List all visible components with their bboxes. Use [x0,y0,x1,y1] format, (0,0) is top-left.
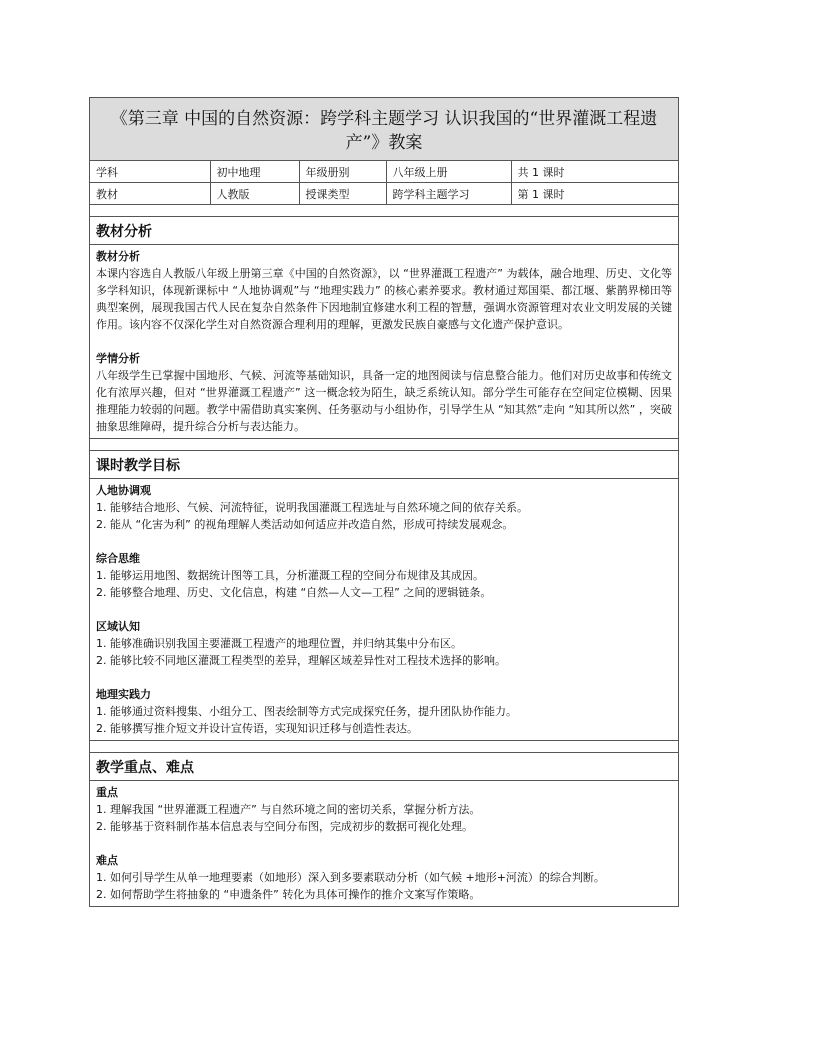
info-table [90,161,678,205]
subsection-title: 区域认知 [96,620,140,633]
paragraph: 本课内容选自人教版八年级上册第三章《中国的自然资源》，以 “世界灌溉工程遗产” 为载体，融合地理、历史、文化等多学科知识，体现新课标中 “人地协调观”与 “地理实践力” 的核心素养要求。教材通过郑国渠、都江堰、紫鹊界梯田等典型案例，展现我国古代人民在复杂自然条件下因地制宜修建水利工程的智慧，强调水资源管理对农业文明发展的关键作用。该内容不仅深化学生对自然资源合理利用的理解，更激发民族自豪感与文化遗产保护意识。 [96,267,672,331]
list-item: 1. 能够结合地形、气候、河流特征，说明我国灌溉工程选址与自然环境之间的依存关系。 [96,501,528,514]
section-body [90,479,678,740]
spacer-row [90,741,678,753]
subsection-title: 教材分析 [96,250,140,263]
subsection-title: 综合思维 [96,552,140,565]
lesson-plan-sheet [89,97,679,907]
section-heading: 教材分析 [90,217,678,245]
subsection-title: 重点 [96,786,118,799]
list-item: 1. 能够运用地图、数据统计图等工具，分析灌溉工程的空间分布规律及其成因。 [96,569,484,582]
info-cell: 八年级上册 [386,161,511,183]
info-row-subject [90,161,678,183]
section-objectives [90,451,678,741]
subsection-title: 难点 [96,854,118,867]
subsection-title: 地理实践力 [96,688,151,701]
info-cell: 人教版 [210,183,299,205]
list-item: 2. 能够撰写推介短文并设计宣传语，实现知识迁移与创造性表达。 [96,722,418,735]
list-item: 2. 能够基于资料制作基本信息表与空间分布图，完成初步的数据可视化处理。 [96,820,473,833]
info-row-textbook [90,183,678,205]
spacer-row [90,439,678,451]
section-body [90,781,678,906]
info-cell: 初中地理 [210,161,299,183]
section-heading: 教学重点、难点 [90,753,678,781]
subsection-title: 学情分析 [96,352,140,365]
list-item: 2. 能够比较不同地区灌溉工程类型的差异，理解区域差异性对工程技术选择的影响。 [96,654,506,667]
info-cell: 教材 [90,183,210,205]
info-cell: 共 1 课时 [511,161,678,183]
list-item: 1. 能够准确识别我国主要灌溉工程遗产的地理位置，并归纳其集中分布区。 [96,637,462,650]
section-body [90,245,678,438]
info-cell: 授课类型 [299,183,386,205]
section-analysis [90,217,678,439]
list-item: 1. 如何引导学生从单一地理要素（如地形）深入到多要素联动分析（如气候 +地形+河流）的综合判断。 [96,871,605,884]
section-heading: 课时教学目标 [90,451,678,479]
document-title: 《第三章 中国的自然资源：跨学科主题学习 认识我国的“世界灌溉工程遗产”》教案 [90,98,678,161]
info-cell: 年级册别 [299,161,386,183]
list-item: 2. 能从 “化害为利” 的视角理解人类活动如何适应并改造自然，形成可持续发展观念。 [96,518,514,531]
spacer-row [90,205,678,217]
list-item: 2. 能够整合地理、历史、文化信息，构建 “自然—人文—工程” 之间的逻辑链条。 [96,586,492,599]
info-cell: 学科 [90,161,210,183]
subsection-title: 人地协调观 [96,484,151,497]
section-key-points [90,753,678,906]
list-item: 2. 如何帮助学生将抽象的 “申遗条件” 转化为具体可操作的推介文案写作策略。 [96,888,481,901]
list-item: 1. 能够通过资料搜集、小组分工、图表绘制等方式完成探究任务，提升团队协作能力。 [96,705,517,718]
info-cell: 第 1 课时 [511,183,678,205]
list-item: 1. 理解我国 “世界灌溉工程遗产” 与自然环境之间的密切关系，掌握分析方法。 [96,803,481,816]
paragraph: 八年级学生已掌握中国地形、气候、河流等基础知识，具备一定的地图阅读与信息整合能力。他们对历史故事和传统文化有浓厚兴趣，但对 “世界灌溉工程遗产” 这一概念较为陌生，缺乏系统认知。部分学生可能存在空间定位模糊、因果推理能力较弱的问题。教学中需借助真实案例、任务驱动与小组协作，引导学生从 “知其然”走向 “知其所以然” ，突破抽象思维障碍，提升综合分析与表达能力。 [96,369,672,433]
info-cell: 跨学科主题学习 [386,183,511,205]
